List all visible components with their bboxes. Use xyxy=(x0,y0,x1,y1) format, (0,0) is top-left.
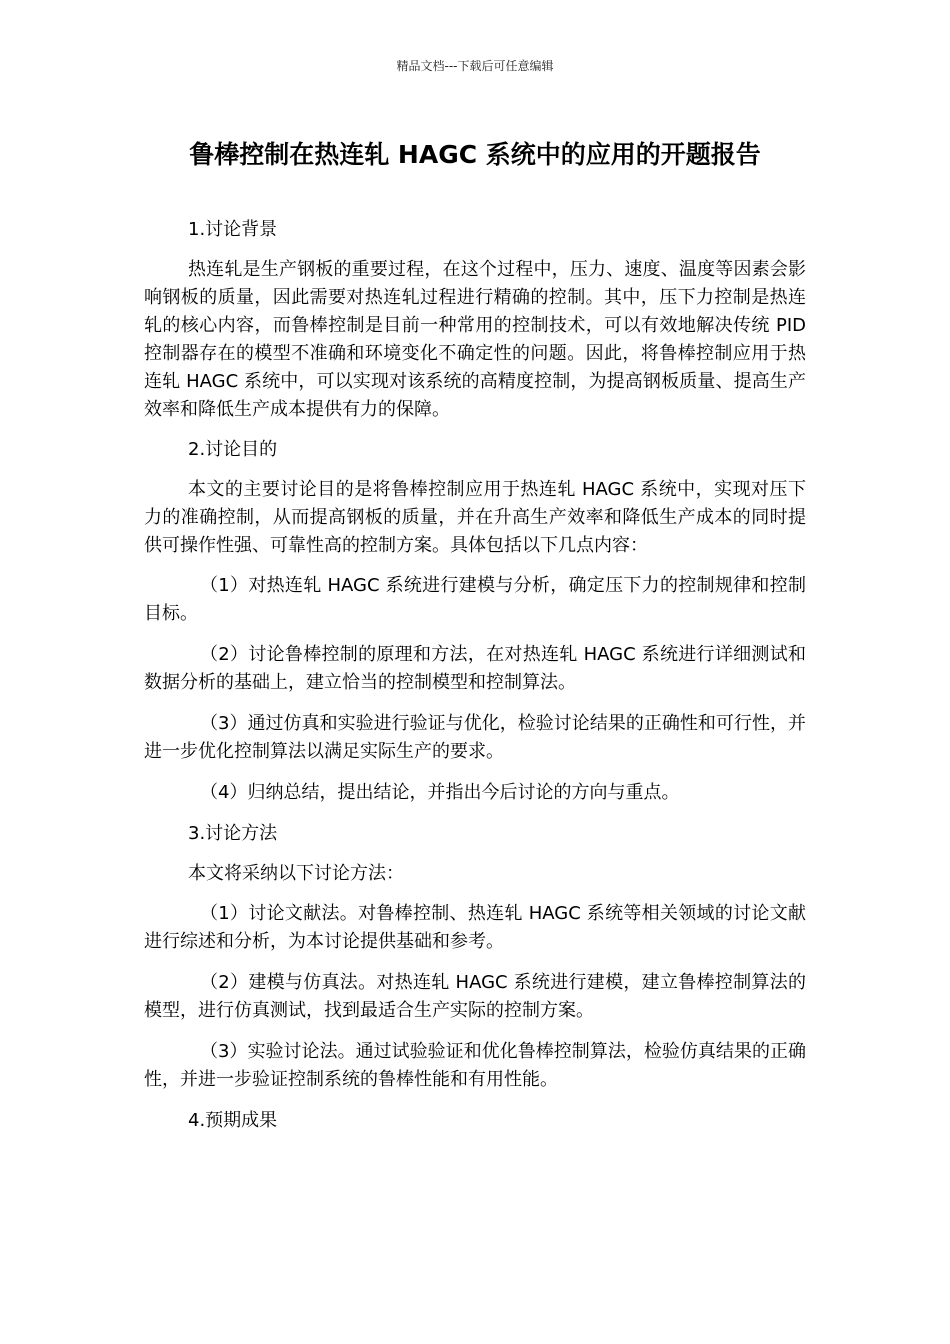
document-body xyxy=(144,216,806,1147)
purpose-item-4: （4）归纳总结，提出结论，并指出今后讨论的方向与重点。 xyxy=(200,782,680,803)
section-heading-background: 1.讨论背景 xyxy=(188,219,278,240)
purpose-item-2: （2）讨论鲁棒控制的原理和方法，在对热连轧 HAGC 系统进行详细测试和数据分析的基础上，建立恰当的控制模型和控制算法。 xyxy=(144,644,806,693)
purpose-item-1: （1）对热连轧 HAGC 系统进行建模与分析，确定压下力的控制规律和控制目标。 xyxy=(144,575,806,624)
background-paragraph: 热连轧是生产钢板的重要过程，在这个过程中，压力、速度、温度等因素会影响钢板的质量，因此需要对热连轧过程进行精确的控制。其中，压下力控制是热连轧的核心内容，而鲁棒控制是目前一种常用的控制技术，可以有效地解决传统 PID 控制器存在的模型不准确和环境变化不确定性的问题。因此，将鲁棒控制应用于热连轧 HAGC 系统中，可以实现对该系统的高精度控制，为提高钢板质量、提高生产效率和降低生产成本提供有力的保障。 xyxy=(144,259,806,420)
document-title: 鲁棒控制在热连轧 HAGC 系统中的应用的开题报告 xyxy=(189,140,761,169)
section-heading-expected-results: 4.预期成果 xyxy=(188,1110,278,1131)
purpose-paragraph: 本文的主要讨论目的是将鲁棒控制应用于热连轧 HAGC 系统中，实现对压下力的准确控制，从而提高钢板的质量，并在升高生产效率和降低生产成本的同时提供可操作性强、可靠性高的控制方案。具体包括以下几点内容： xyxy=(144,479,806,556)
header-note: 精品文档---下载后可任意编辑 xyxy=(396,59,554,73)
method-item-2: （2）建模与仿真法。对热连轧 HAGC 系统进行建模，建立鲁棒控制算法的模型，进行仿真测试，找到最适合生产实际的控制方案。 xyxy=(144,972,806,1021)
purpose-item-3: （3）通过仿真和实验进行验证与优化，检验讨论结果的正确性和可行性，并进一步优化控制算法以满足实际生产的要求。 xyxy=(144,713,806,762)
method-item-1: （1）讨论文献法。对鲁棒控制、热连轧 HAGC 系统等相关领域的讨论文献进行综述和分析，为本讨论提供基础和参考。 xyxy=(144,903,806,952)
method-item-3: （3）实验讨论法。通过试验验证和优化鲁棒控制算法，检验仿真结果的正确性，并进一步验证控制系统的鲁棒性能和有用性能。 xyxy=(144,1041,806,1090)
section-heading-purpose: 2.讨论目的 xyxy=(188,439,278,460)
section-heading-method: 3.讨论方法 xyxy=(188,823,278,844)
method-intro: 本文将采纳以下讨论方法： xyxy=(188,863,404,884)
